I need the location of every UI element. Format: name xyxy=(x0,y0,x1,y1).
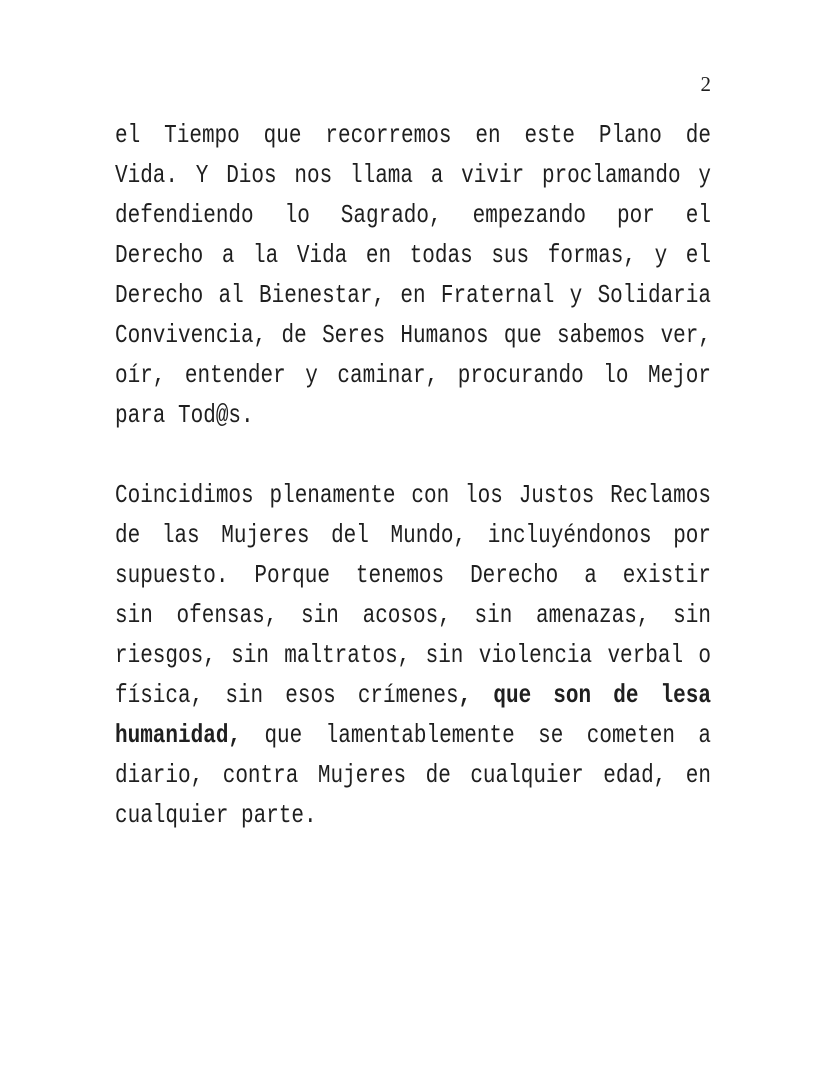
paragraph xyxy=(115,117,711,437)
text-segment: Coincidimos plenamente con los Justos Reclamos xyxy=(115,482,711,511)
text-segment: que lamentablemente se cometen a xyxy=(241,722,711,751)
text-segment: sin ofensas, sin acosos, sin amenazas, sin xyxy=(115,602,711,631)
paragraph xyxy=(115,477,711,837)
text-segment: de las Mujeres del Mundo, incluyéndonos por xyxy=(115,522,711,551)
bold-text-segment: , que son de lesa xyxy=(458,682,711,711)
text-segment: defendiendo lo Sagrado, empezando por el xyxy=(115,202,711,231)
page-number: 2 xyxy=(700,72,711,96)
text-line xyxy=(115,597,711,637)
text-segment: física, sin esos crímenes xyxy=(115,682,459,711)
text-line xyxy=(115,717,711,757)
text-segment: supuesto. Porque tenemos Derecho a existir xyxy=(115,562,711,591)
text-segment: cualquier parte. xyxy=(115,802,317,831)
text-line xyxy=(115,317,711,357)
document-body xyxy=(115,117,711,877)
text-segment: diario, contra Mujeres de cualquier edad, en xyxy=(115,762,711,791)
text-segment: Derecho a la Vida en todas sus formas, y el xyxy=(115,242,711,271)
text-segment: riesgos, sin maltratos, sin violencia verbal o xyxy=(115,642,711,671)
text-segment: oír, entender y caminar, procurando lo Mejor xyxy=(115,362,711,391)
text-segment: para Tod@s. xyxy=(115,402,254,431)
text-line xyxy=(115,797,711,837)
text-segment: Convivencia, de Seres Humanos que sabemos ver, xyxy=(115,322,711,351)
text-line xyxy=(115,157,711,197)
text-line xyxy=(115,677,711,717)
text-line xyxy=(115,197,711,237)
text-line xyxy=(115,637,711,677)
text-line xyxy=(115,397,711,437)
text-line xyxy=(115,757,711,797)
text-segment: Vida. Y Dios nos llama a vivir proclamando y xyxy=(115,162,711,191)
text-line xyxy=(115,517,711,557)
text-line xyxy=(115,477,711,517)
text-line xyxy=(115,237,711,277)
text-line xyxy=(115,557,711,597)
text-line xyxy=(115,277,711,317)
text-segment: el Tiempo que recorremos en este Plano de xyxy=(115,122,711,151)
bold-text-segment: humanidad, xyxy=(115,722,242,751)
text-segment: Derecho al Bienestar, en Fraternal y Solidaria xyxy=(115,282,711,311)
text-line xyxy=(115,357,711,397)
text-line xyxy=(115,117,711,157)
